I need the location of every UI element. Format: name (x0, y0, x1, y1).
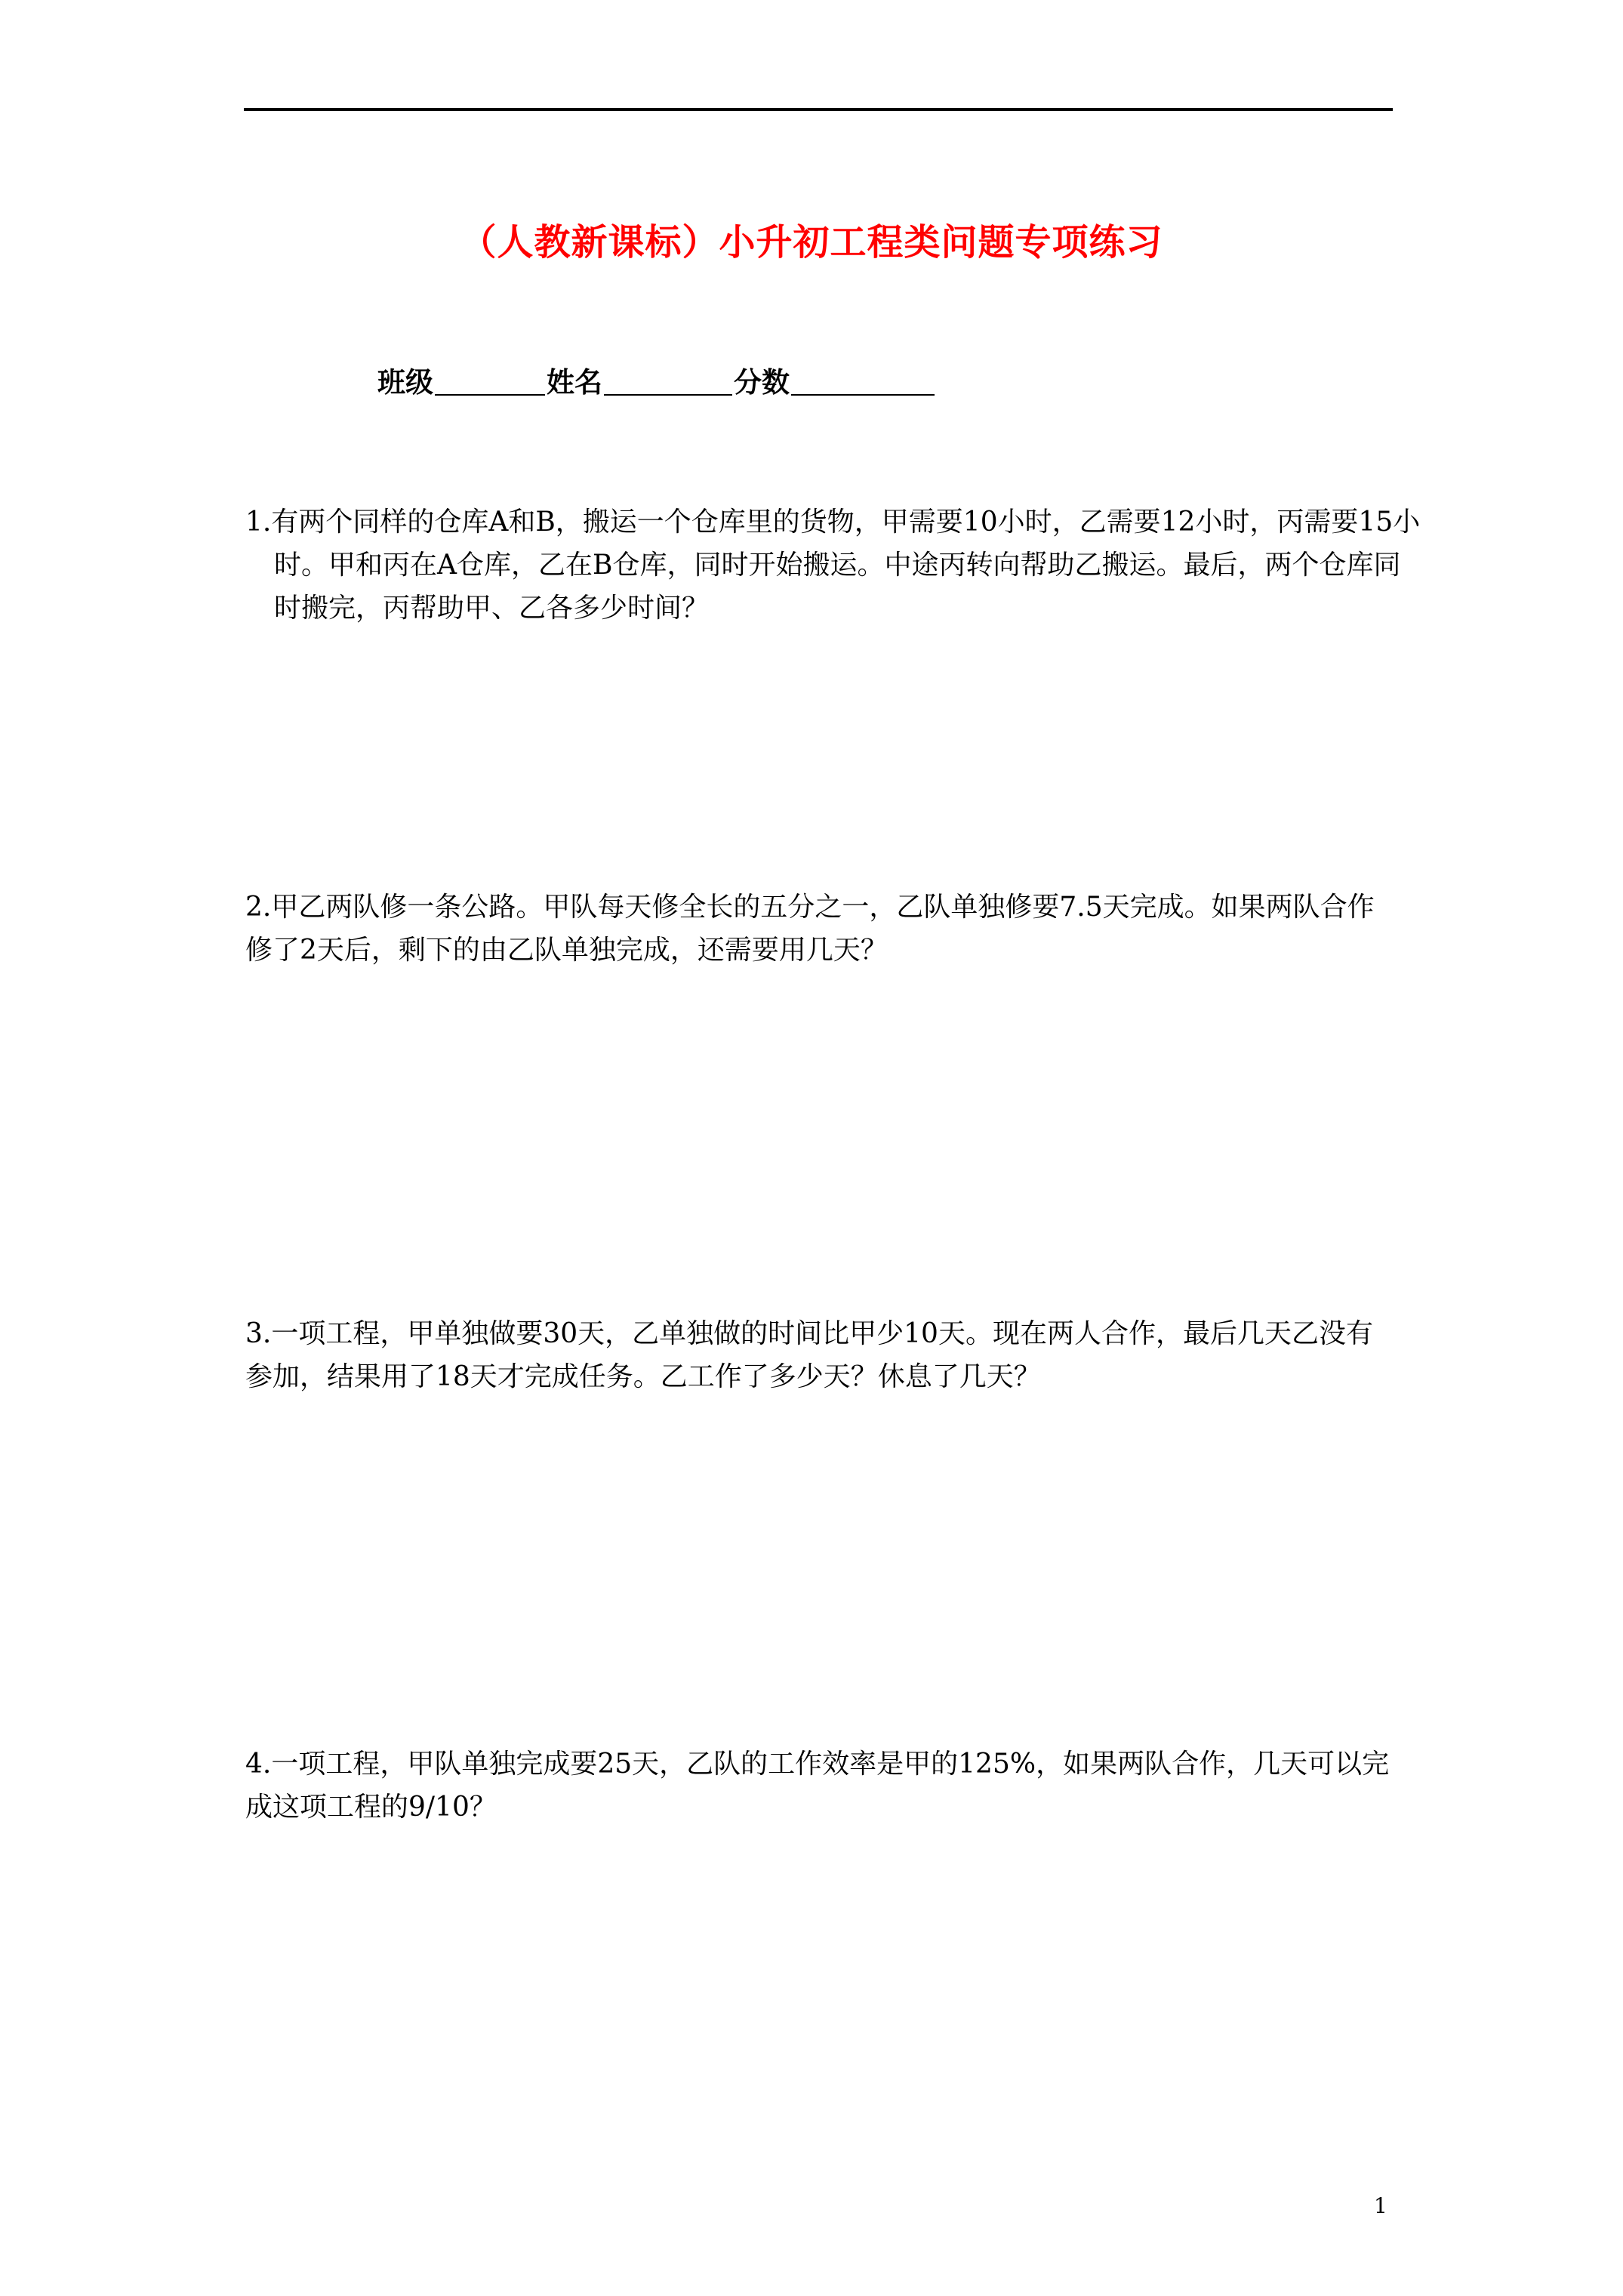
question-2-text: 2.甲乙两队修一条公路。甲队每天修全长的五分之一，乙队单独修要7.5天完成。如果两队合作修了2天后，剩下的由乙队单独完成，还需要用几天？ (245, 892, 1375, 966)
name-blank (604, 367, 732, 396)
class-label: 班级 (377, 365, 433, 399)
class-blank (435, 367, 545, 396)
score-blank (791, 367, 935, 396)
score-label: 分数 (734, 365, 790, 399)
question-2 (245, 886, 1393, 972)
name-label: 姓名 (547, 365, 602, 399)
question-1-text: 1.有两个同样的仓库A和B，搬运一个仓库里的货物，甲需要10小时，乙需要12小时，丙需要15小时。甲和丙在A仓库，乙在B仓库，同时开始搬运。中途丙转向帮助乙搬运。最后，两个仓库同时搬完，丙帮助甲、乙各多少时间？ (245, 507, 1421, 624)
header-rule (244, 108, 1393, 111)
page-title: （人教新课标）小升初工程类问题专项练习 (460, 221, 1163, 264)
question-4 (245, 1743, 1393, 1829)
question-4-text: 4.一项工程，甲队单独完成要25天，乙队的工作效率是甲的125%，如果两队合作，几天可以完成这项工程的9/10？ (245, 1749, 1390, 1823)
question-1 (245, 501, 1421, 630)
question-3 (245, 1312, 1393, 1398)
page-number: 1 (1374, 2193, 1387, 2218)
student-info-line (377, 359, 936, 400)
question-3-text: 3.一项工程，甲单独做要30天，乙单独做的时间比甲少10天。现在两人合作，最后几天乙没有参加，结果用了18天才完成任务。乙工作了多少天？休息了几天？ (245, 1318, 1373, 1392)
